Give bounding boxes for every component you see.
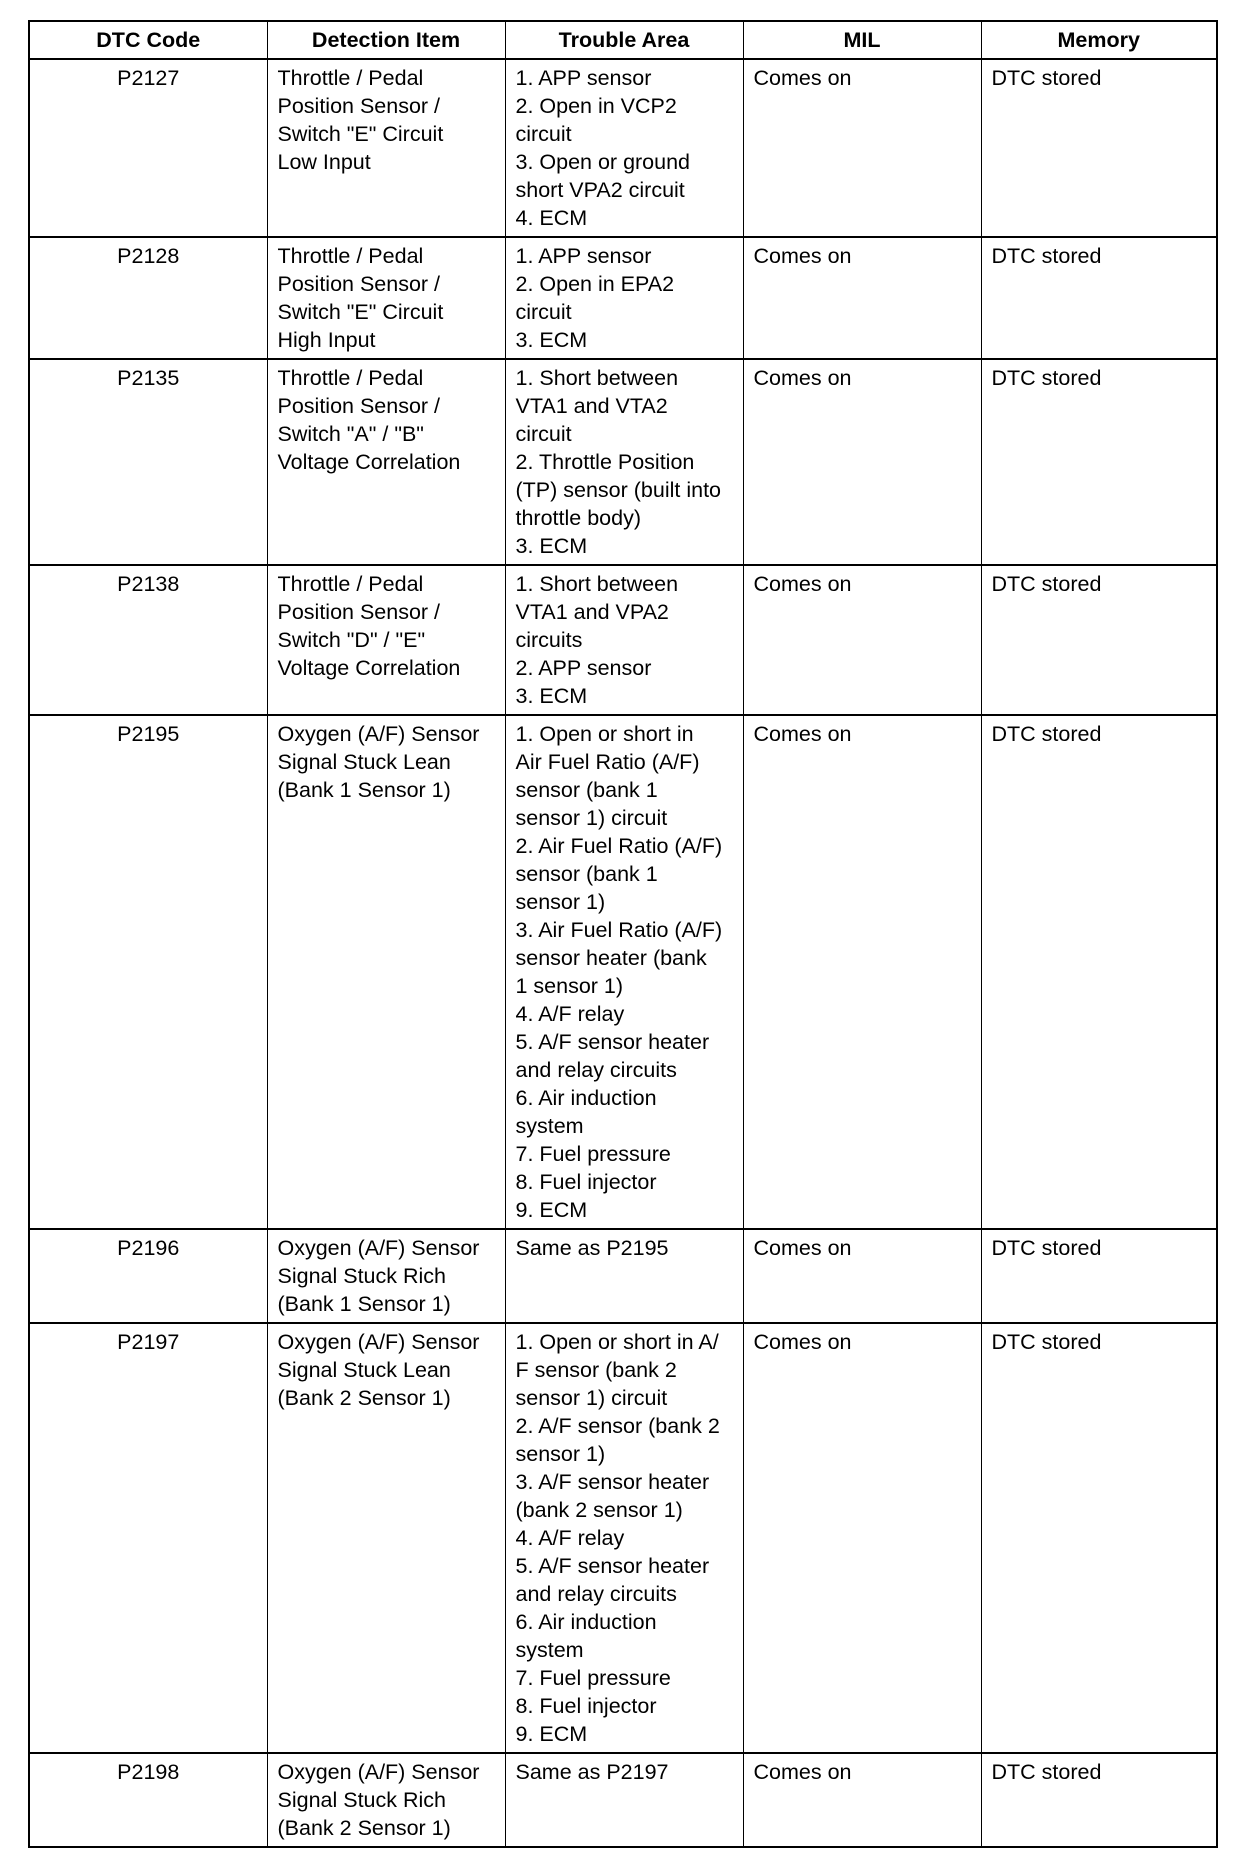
header-detection-item: Detection Item	[267, 21, 505, 59]
memory-cell: DTC stored	[981, 1753, 1217, 1847]
detection-item-cell: Oxygen (A/F) Sensor Signal Stuck Lean (Bank 1 Sensor 1)	[267, 715, 505, 1229]
trouble-area-cell: 1. APP sensor 2. Open in EPA2 circuit 3. ECM	[505, 237, 743, 359]
mil-cell: Comes on	[743, 1229, 981, 1323]
mil-cell: Comes on	[743, 1753, 981, 1847]
memory-cell: DTC stored	[981, 359, 1217, 565]
trouble-area-cell: 1. Short between VTA1 and VTA2 circuit 2. Throttle Position (TP) sensor (built into throttle body) 3. ECM	[505, 359, 743, 565]
memory-cell: DTC stored	[981, 715, 1217, 1229]
dtc-code-cell: P2138	[29, 565, 267, 715]
mil-cell: Comes on	[743, 237, 981, 359]
mil-cell: Comes on	[743, 715, 981, 1229]
mil-cell: Comes on	[743, 59, 981, 237]
trouble-area-cell: 1. Open or short in A/ F sensor (bank 2 sensor 1) circuit 2. A/F sensor (bank 2 sensor 1) 3. A/F sensor heater (bank 2 sensor 1) 4. A/F relay 5. A/F sensor heater and relay circuits 6. Air induction system 7. Fuel pressure 8. Fuel injector 9. ECM	[505, 1323, 743, 1753]
dtc-code-cell: P2135	[29, 359, 267, 565]
header-dtc-code: DTC Code	[29, 21, 267, 59]
memory-cell: DTC stored	[981, 1323, 1217, 1753]
memory-cell: DTC stored	[981, 1229, 1217, 1323]
dtc-code-cell: P2196	[29, 1229, 267, 1323]
detection-item-cell: Throttle / Pedal Position Sensor / Switch "D" / "E" Voltage Correlation	[267, 565, 505, 715]
mil-cell: Comes on	[743, 1323, 981, 1753]
dtc-code-cell: P2128	[29, 237, 267, 359]
table-row	[29, 715, 1217, 1229]
trouble-area-cell: Same as P2195	[505, 1229, 743, 1323]
table-header-row	[29, 21, 1217, 59]
table-row	[29, 59, 1217, 237]
table-row	[29, 565, 1217, 715]
dtc-code-cell: P2195	[29, 715, 267, 1229]
detection-item-cell: Throttle / Pedal Position Sensor / Switch "A" / "B" Voltage Correlation	[267, 359, 505, 565]
dtc-table	[28, 20, 1218, 1848]
mil-cell: Comes on	[743, 565, 981, 715]
detection-item-cell: Throttle / Pedal Position Sensor / Switch "E" Circuit Low Input	[267, 59, 505, 237]
trouble-area-cell: 1. Open or short in Air Fuel Ratio (A/F) sensor (bank 1 sensor 1) circuit 2. Air Fuel Ratio (A/F) sensor (bank 1 sensor 1) 3. Air Fuel Ratio (A/F) sensor heater (bank 1 sensor 1) 4. A/F relay 5. A/F sensor heater and relay circuits 6. Air induction system 7. Fuel pressure 8. Fuel injector 9. ECM	[505, 715, 743, 1229]
trouble-area-cell: 1. Short between VTA1 and VPA2 circuits 2. APP sensor 3. ECM	[505, 565, 743, 715]
trouble-area-cell: 1. APP sensor 2. Open in VCP2 circuit 3. Open or ground short VPA2 circuit 4. ECM	[505, 59, 743, 237]
table-row	[29, 1229, 1217, 1323]
detection-item-cell: Throttle / Pedal Position Sensor / Switch "E" Circuit High Input	[267, 237, 505, 359]
memory-cell: DTC stored	[981, 565, 1217, 715]
table-row	[29, 1753, 1217, 1847]
dtc-code-cell: P2197	[29, 1323, 267, 1753]
memory-cell: DTC stored	[981, 59, 1217, 237]
mil-cell: Comes on	[743, 359, 981, 565]
detection-item-cell: Oxygen (A/F) Sensor Signal Stuck Rich (Bank 1 Sensor 1)	[267, 1229, 505, 1323]
trouble-area-cell: Same as P2197	[505, 1753, 743, 1847]
detection-item-cell: Oxygen (A/F) Sensor Signal Stuck Lean (Bank 2 Sensor 1)	[267, 1323, 505, 1753]
header-mil: MIL	[743, 21, 981, 59]
dtc-code-cell: P2127	[29, 59, 267, 237]
detection-item-cell: Oxygen (A/F) Sensor Signal Stuck Rich (Bank 2 Sensor 1)	[267, 1753, 505, 1847]
memory-cell: DTC stored	[981, 237, 1217, 359]
header-memory: Memory	[981, 21, 1217, 59]
header-trouble-area: Trouble Area	[505, 21, 743, 59]
dtc-code-cell: P2198	[29, 1753, 267, 1847]
table-row	[29, 359, 1217, 565]
table-row	[29, 237, 1217, 359]
table-row	[29, 1323, 1217, 1753]
